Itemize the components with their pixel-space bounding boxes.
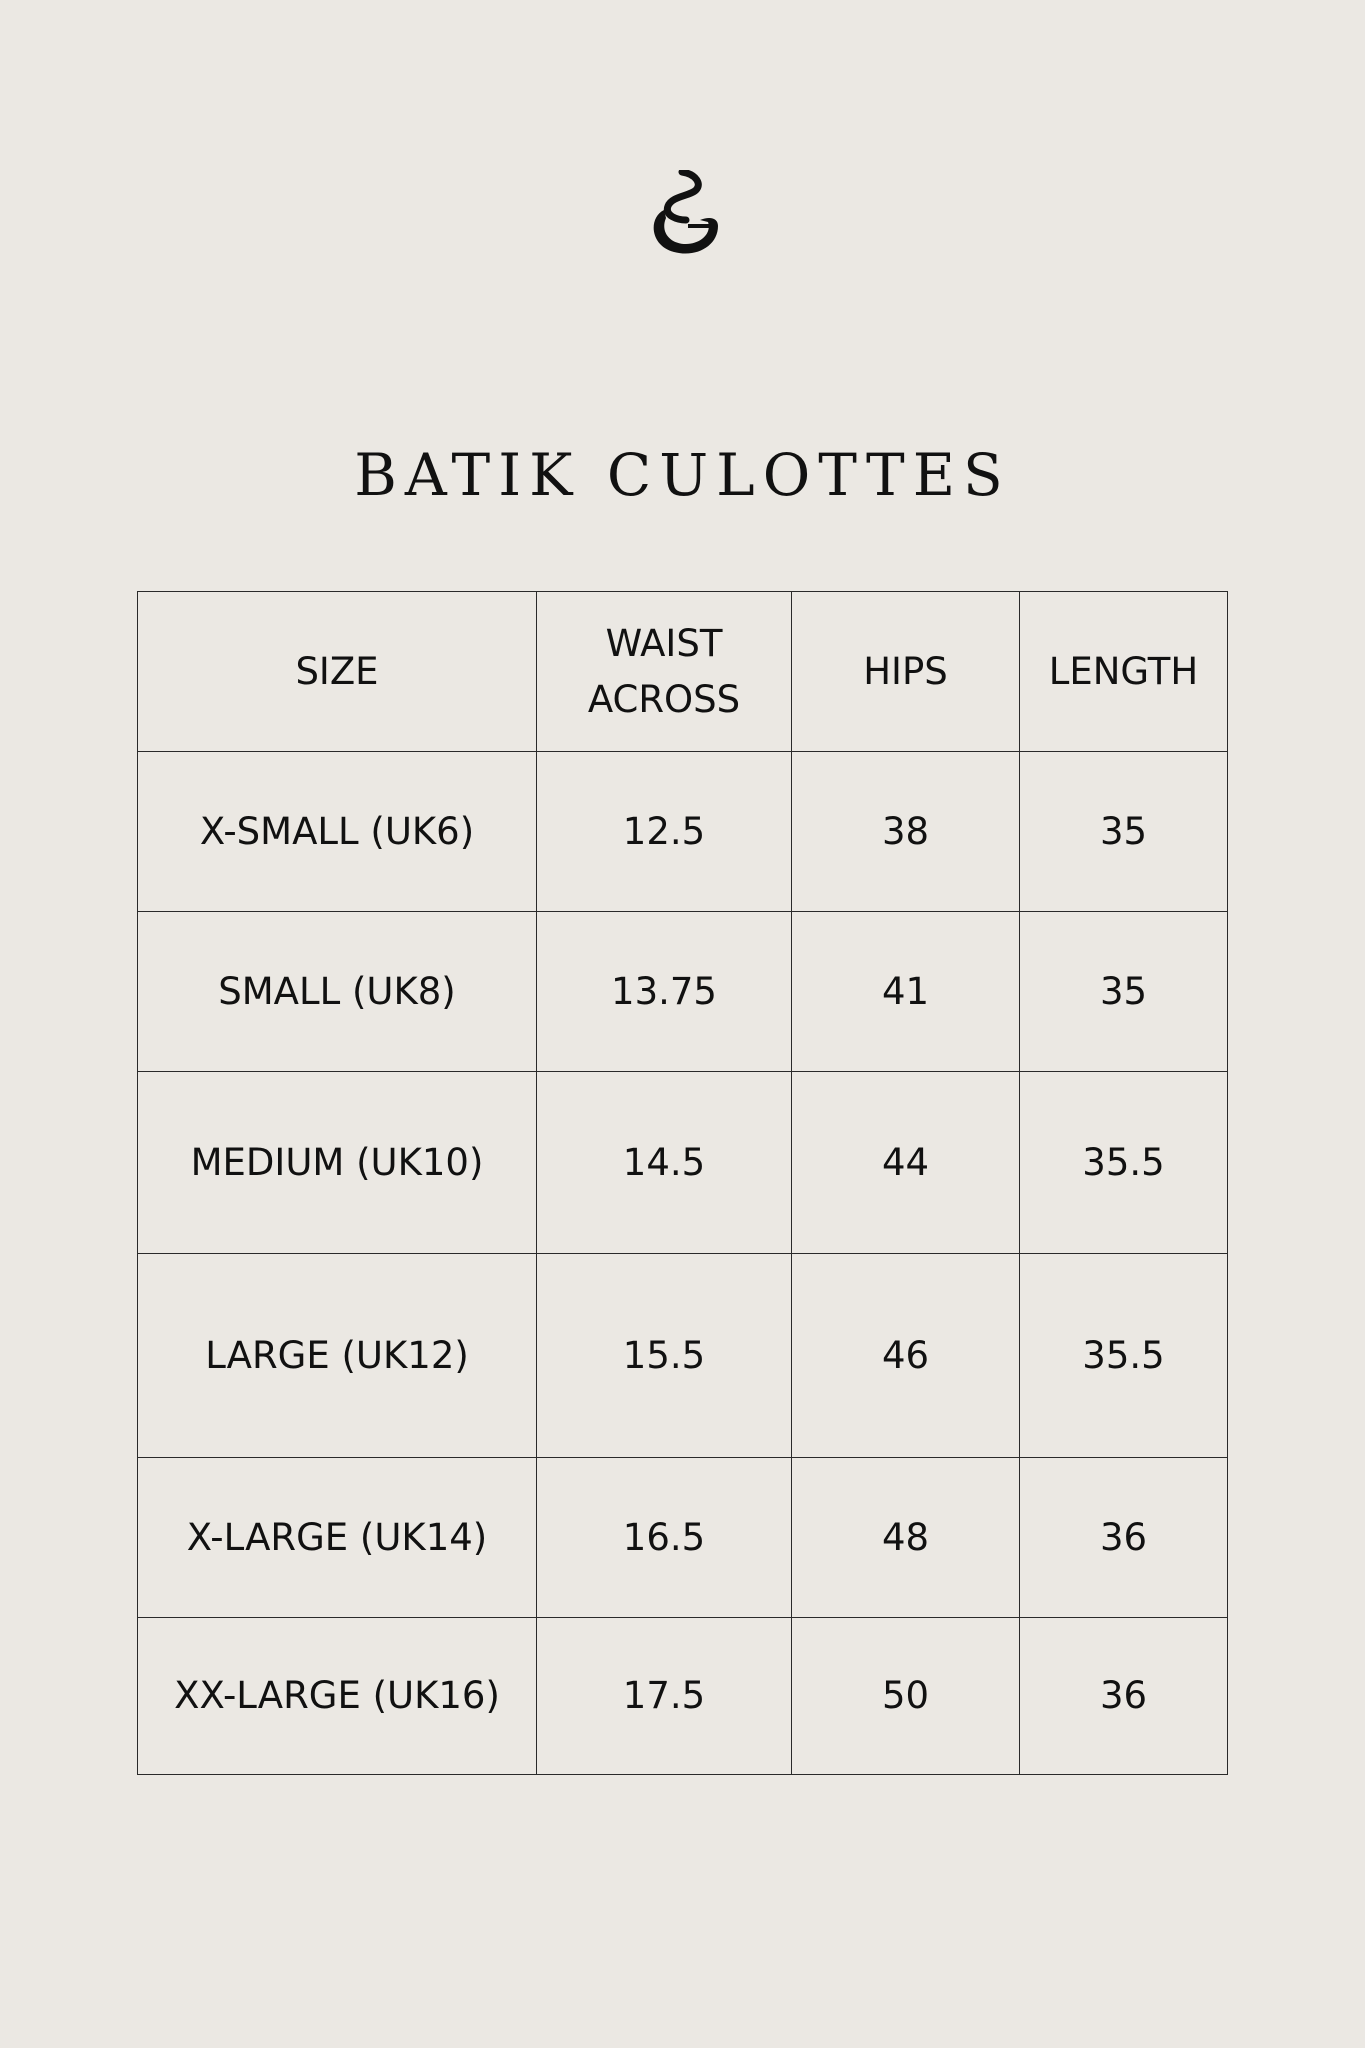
table-row — [138, 1254, 1227, 1458]
cell-size: XX-LARGE (UK16) — [138, 1618, 537, 1774]
cell-hips: 38 — [792, 752, 1020, 911]
header-waist-across — [537, 592, 792, 751]
cell-hips: 48 — [792, 1458, 1020, 1617]
size-chart-table — [137, 591, 1228, 1775]
table-row — [138, 1072, 1227, 1254]
header-size: SIZE — [138, 592, 537, 751]
cell-size: SMALL (UK8) — [138, 912, 537, 1071]
cell-waist: 16.5 — [537, 1458, 792, 1617]
header-waist-line2: ACROSS — [587, 677, 741, 721]
header-length: LENGTH — [1048, 649, 1199, 693]
cell-waist: 13.75 — [537, 912, 792, 1071]
cell-size: X-SMALL (UK6) — [138, 752, 537, 911]
table-row — [138, 912, 1227, 1072]
cell-hips: 50 — [792, 1618, 1020, 1774]
cell-length: 35 — [1099, 809, 1148, 853]
page-title: BATIK CULOTTES — [354, 441, 1011, 509]
table-header-row — [138, 592, 1227, 752]
cell-hips: 44 — [792, 1072, 1020, 1253]
cell-length: 36 — [1099, 1674, 1148, 1717]
cell-waist: 12.5 — [537, 752, 792, 911]
cell-waist: 15.5 — [537, 1254, 792, 1457]
cell-waist: 14.5 — [537, 1072, 792, 1253]
cell-length: 35 — [1099, 969, 1148, 1013]
table-row — [138, 1458, 1227, 1618]
header-waist-line1: WAIST — [605, 621, 723, 665]
cell-size: X-LARGE (UK14) — [138, 1458, 537, 1617]
cell-hips: 46 — [792, 1254, 1020, 1457]
cell-size: MEDIUM (UK10) — [138, 1072, 537, 1253]
table-row — [138, 1618, 1227, 1774]
cell-length: 35.5 — [1082, 1140, 1165, 1184]
cell-hips: 41 — [792, 912, 1020, 1071]
cell-length: 36 — [1099, 1515, 1148, 1559]
cell-waist: 17.5 — [537, 1618, 792, 1774]
header-hips: HIPS — [792, 592, 1020, 751]
cell-length: 35.5 — [1082, 1333, 1165, 1377]
sg-monogram-icon — [644, 170, 722, 256]
table-row — [138, 752, 1227, 912]
cell-size: LARGE (UK12) — [138, 1254, 537, 1457]
